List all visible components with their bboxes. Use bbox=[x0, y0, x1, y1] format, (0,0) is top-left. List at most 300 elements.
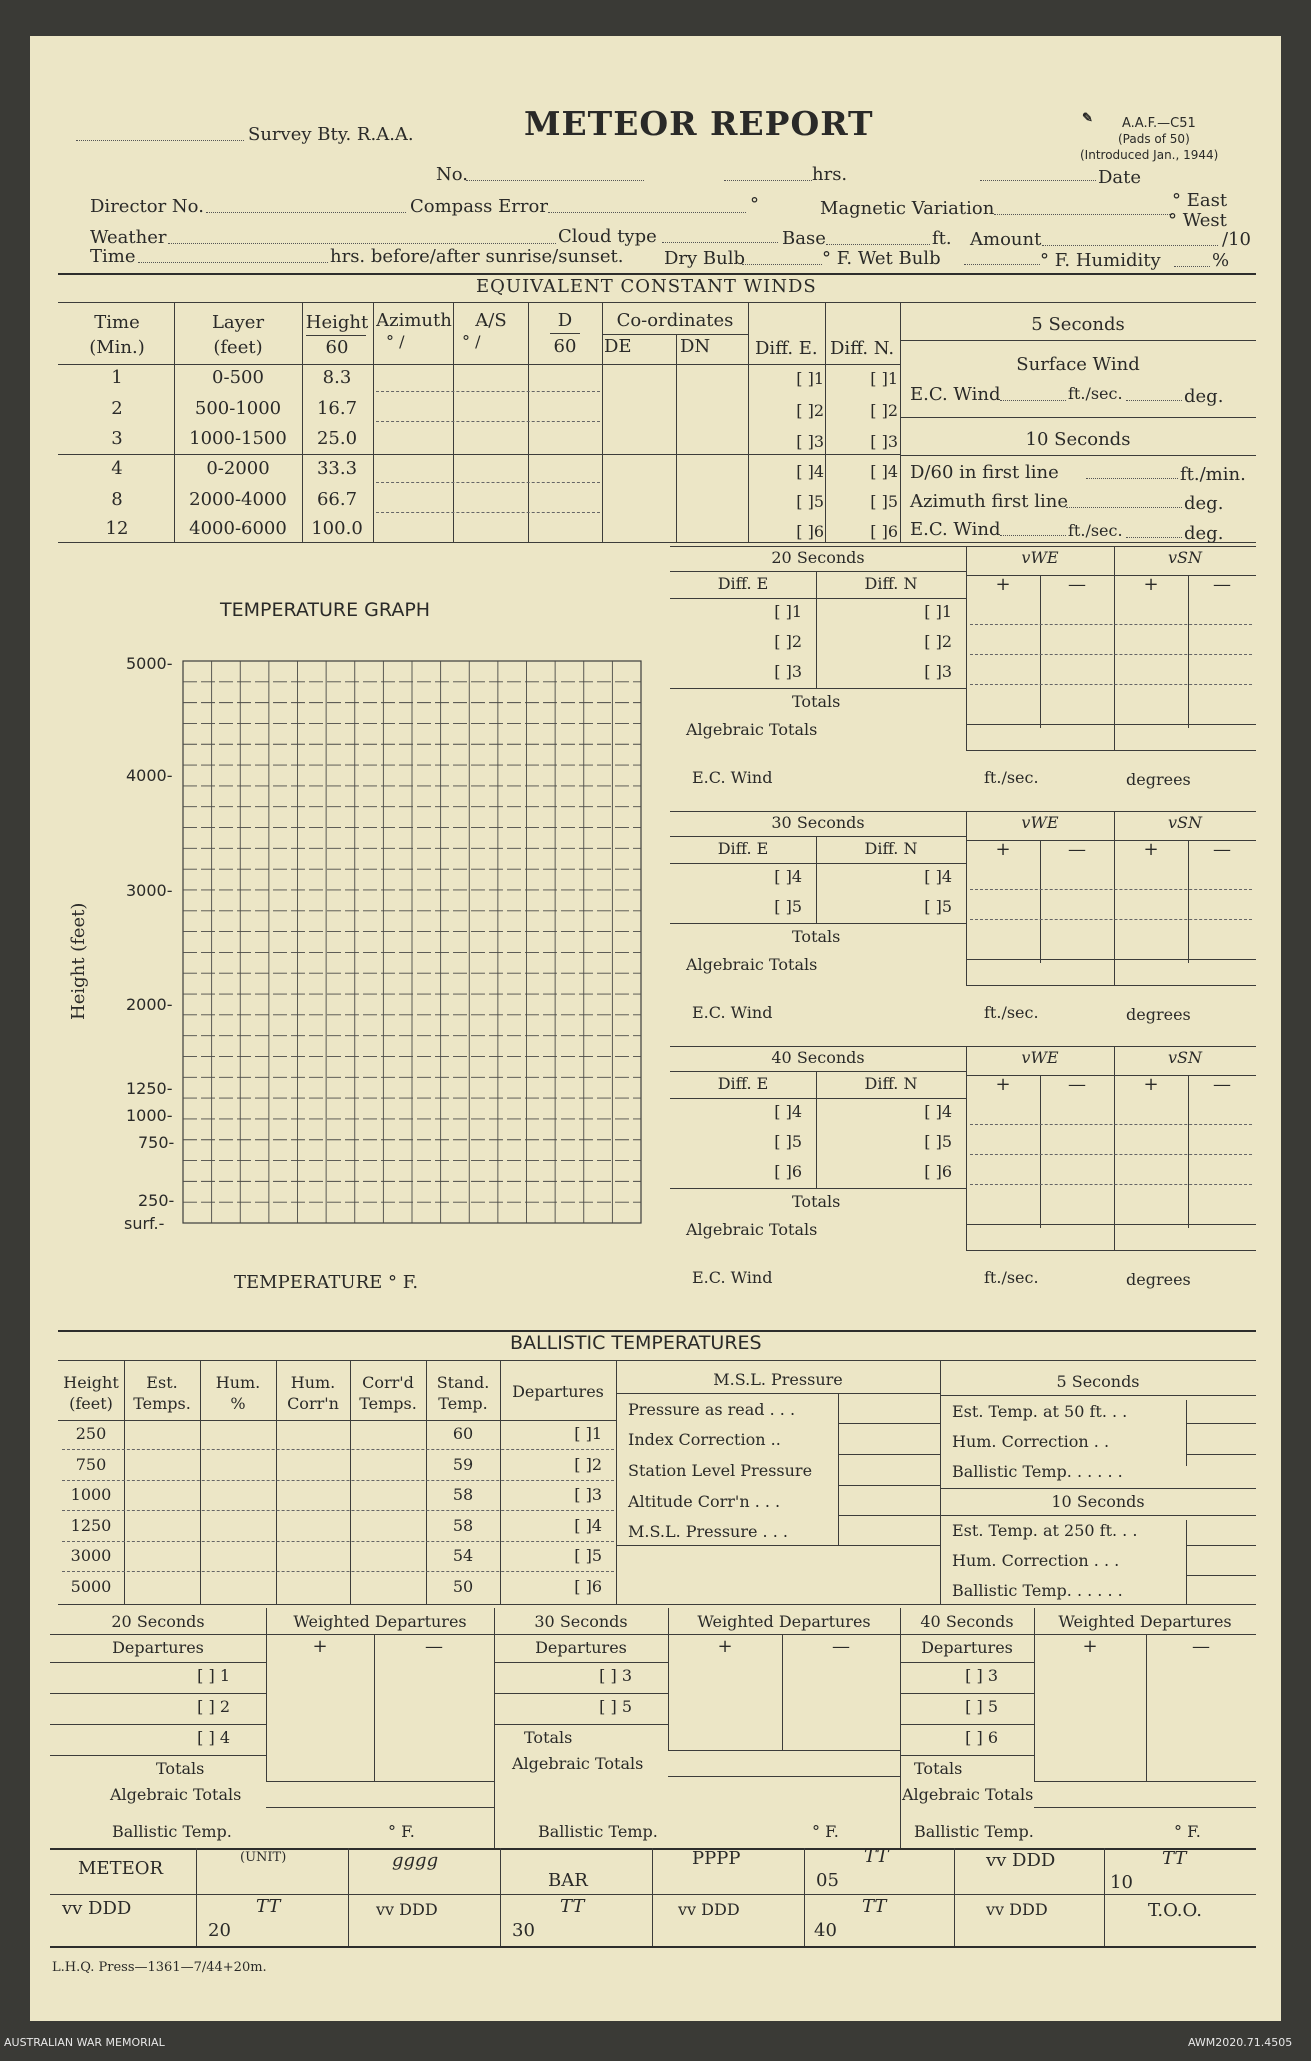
meteor-tt-1: TT bbox=[256, 1896, 281, 1917]
no-blank bbox=[466, 180, 644, 181]
meteor-tt-2: TT bbox=[1162, 1848, 1187, 1869]
wd-head-rule bbox=[50, 1662, 266, 1663]
ecw-vline bbox=[676, 334, 677, 542]
d60-first-label: D/60 in first line bbox=[910, 462, 1059, 483]
graph-tick: 2000- bbox=[126, 995, 173, 1014]
panel-v-totals-rule bbox=[966, 959, 1256, 960]
meteor-vline bbox=[196, 1848, 197, 1946]
wd-row: [ ] 6 bbox=[965, 1728, 998, 1747]
bt-col-departures: Departures bbox=[512, 1382, 604, 1401]
bt-ten-vline bbox=[1186, 1520, 1187, 1604]
bt-departure: [ ]6 bbox=[574, 1576, 602, 1596]
wd-row: [ ] 3 bbox=[965, 1666, 998, 1685]
ecw-dash bbox=[376, 482, 600, 483]
meteor-vline bbox=[804, 1848, 805, 1946]
cloud-type-label: Cloud type bbox=[558, 226, 657, 247]
form-code: A.A.F.—C51 bbox=[1122, 116, 1196, 131]
meteor-05: 05 bbox=[816, 1870, 839, 1891]
panel-diff-n: Diff. N bbox=[864, 574, 918, 593]
east-label: ° East bbox=[1172, 190, 1228, 211]
bt-five-cell bbox=[1186, 1423, 1256, 1424]
director-no-blank bbox=[206, 212, 406, 213]
wd-row-rule bbox=[900, 1693, 1034, 1694]
panel-diff-e-cell: [ ]3 bbox=[774, 662, 802, 681]
meteor-10: 10 bbox=[1110, 1872, 1133, 1893]
meteor-tt-3: TT bbox=[560, 1896, 585, 1917]
wd-totals: Totals bbox=[524, 1728, 573, 1747]
wd-row: [ ] 1 bbox=[197, 1666, 230, 1685]
panel-ec-wind: E.C. Wind bbox=[692, 768, 773, 787]
survey-blank bbox=[76, 140, 244, 141]
col-de: DE bbox=[604, 336, 632, 357]
meteor-40: 40 bbox=[814, 1920, 837, 1941]
panel-vsn: vSN bbox=[1168, 1048, 1202, 1067]
meteor-pppp: PPPP bbox=[692, 1848, 741, 1869]
ecw-vline bbox=[453, 302, 454, 542]
msl-cell-rule bbox=[838, 1485, 940, 1486]
meteor-vvddd-1: vv DDD bbox=[62, 1898, 132, 1919]
wd-totals-rule bbox=[668, 1750, 900, 1751]
panel-rule-top bbox=[670, 546, 1256, 547]
panel-degrees: degrees bbox=[1126, 1005, 1191, 1024]
ecw-time: 4 bbox=[111, 458, 123, 479]
meteor-bar: BAR bbox=[548, 1870, 588, 1891]
wd-alg-totals: Algebraic Totals bbox=[902, 1785, 1034, 1804]
percent-label: % bbox=[1212, 250, 1230, 271]
col-dn: DN bbox=[680, 336, 711, 357]
panel-minus: — bbox=[1213, 839, 1231, 860]
cloud-type-blank bbox=[662, 242, 778, 243]
bt-col-height-units: (feet) bbox=[69, 1394, 113, 1413]
graph-tick: 750- bbox=[138, 1133, 175, 1152]
graph-tick: 4000- bbox=[126, 766, 173, 785]
panel-rule-top bbox=[670, 811, 1256, 812]
panel-diff-e-cell: [ ]2 bbox=[774, 632, 802, 651]
panel-diff-e: Diff. E bbox=[717, 839, 769, 858]
date-blank bbox=[980, 180, 1096, 181]
ecw-dash bbox=[376, 391, 600, 392]
bt-height: 250 bbox=[75, 1424, 107, 1443]
wd-minus: — bbox=[425, 1636, 443, 1657]
meteor-20: 20 bbox=[208, 1920, 231, 1941]
temperature-graph-grid bbox=[182, 660, 646, 1230]
panel-vline bbox=[1188, 1075, 1189, 1228]
humidity-blank bbox=[1174, 266, 1210, 267]
panel-diff-n-cell: [ ]5 bbox=[924, 897, 952, 916]
panel-body-rule bbox=[670, 688, 966, 689]
panel-diff-n: Diff. N bbox=[864, 839, 918, 858]
col-layer: Layer bbox=[211, 312, 265, 333]
panel-v-dash bbox=[970, 654, 1252, 655]
wd-weighted-title: Weighted Departures bbox=[697, 1612, 871, 1631]
ec-wind-blank-2 bbox=[1000, 535, 1066, 536]
f-humidity-label: ° F. Humidity bbox=[1040, 250, 1161, 271]
panel-v-totals-rule bbox=[966, 1224, 1256, 1225]
wd-ball-temp: Ballistic Temp. bbox=[112, 1822, 232, 1841]
amount-label: Amount bbox=[970, 229, 1042, 250]
ecw-layer: 0-2000 bbox=[206, 458, 270, 479]
bt-departure: [ ]4 bbox=[574, 1515, 602, 1535]
col-layer-units: (feet) bbox=[213, 337, 263, 358]
panel-v-dash bbox=[970, 919, 1252, 920]
bt-vline bbox=[124, 1360, 125, 1604]
wd-row-rule bbox=[50, 1755, 266, 1756]
graph-tick: 1250- bbox=[126, 1079, 173, 1098]
bt-dash bbox=[62, 1449, 614, 1450]
panel-diff-n-cell: [ ]5 bbox=[924, 1132, 952, 1151]
deg-label-2: deg. bbox=[1184, 493, 1224, 514]
panel-head-rule bbox=[670, 598, 966, 599]
ecw-layer: 500-1000 bbox=[194, 398, 282, 419]
panel-diff-e-cell: [ ]5 bbox=[774, 897, 802, 916]
panel-plus: + bbox=[1143, 574, 1159, 595]
panel-plus: + bbox=[1143, 839, 1159, 860]
bt-dash bbox=[62, 1510, 614, 1511]
wd-departures: Departures bbox=[535, 1638, 627, 1657]
ecw-height: 16.7 bbox=[316, 398, 358, 419]
meteor-rule-mid bbox=[50, 1894, 1256, 1895]
form-introduced: (Introduced Jan., 1944) bbox=[1080, 148, 1219, 162]
bt-col-est: Est. bbox=[146, 1373, 178, 1392]
ecw-diff-n: [ ]3 bbox=[870, 432, 898, 451]
panel-vsn: vSN bbox=[1168, 813, 1202, 832]
ec-deg-blank-2 bbox=[1126, 537, 1182, 538]
bt-height: 750 bbox=[75, 1454, 107, 1474]
panel-minus: — bbox=[1068, 1074, 1086, 1095]
footer-credit: AUSTRALIAN WAR MEMORIAL bbox=[4, 2036, 165, 2049]
ecw-vline bbox=[528, 302, 529, 542]
meteor-vvddd-3: vv DDD bbox=[678, 1900, 740, 1919]
ecw-diff-n: [ ]5 bbox=[870, 492, 898, 511]
panel-diff-n-cell: [ ]1 bbox=[924, 602, 952, 621]
panel-v-dash bbox=[970, 889, 1252, 890]
ecw-dash bbox=[376, 512, 600, 513]
ten-sec-title: 10 Seconds bbox=[1025, 429, 1131, 450]
bt-height: 1250 bbox=[70, 1515, 112, 1535]
col-time: Time bbox=[94, 312, 140, 333]
msl-row: Index Correction .. bbox=[628, 1430, 781, 1449]
bt-dash bbox=[62, 1571, 614, 1572]
panel-title-rule bbox=[670, 836, 966, 837]
ecw-title: EQUIVALENT CONSTANT WINDS bbox=[476, 276, 817, 297]
ecw-rule-top bbox=[58, 302, 1256, 303]
ecw-layer: 4000-6000 bbox=[189, 518, 287, 539]
meteor-vline bbox=[348, 1848, 349, 1946]
time-label: Time bbox=[90, 246, 136, 267]
panel-minus: — bbox=[1068, 574, 1086, 595]
wd-head-rule bbox=[494, 1662, 668, 1663]
ecw-height: 8.3 bbox=[322, 367, 352, 388]
panel-v-bottom bbox=[966, 750, 1256, 751]
wd-row-rule bbox=[494, 1693, 668, 1694]
bt-dash bbox=[62, 1541, 614, 1542]
ecw-diff-n: [ ]1 bbox=[870, 369, 898, 388]
five-sec-rule bbox=[900, 340, 1256, 341]
graph-tick: 1000- bbox=[126, 1106, 173, 1125]
col-azimuth: Azimuth bbox=[376, 310, 452, 331]
wd-plus: + bbox=[312, 1636, 328, 1657]
d60-blank bbox=[1086, 478, 1178, 479]
wd-title-rule bbox=[50, 1634, 494, 1635]
panel-diff-n-cell: [ ]4 bbox=[924, 867, 952, 886]
wd-title: 40 Seconds bbox=[920, 1612, 1014, 1631]
meteor-vline bbox=[954, 1848, 955, 1946]
panel-diff-e-cell: [ ]6 bbox=[774, 1162, 802, 1181]
f-wet-bulb-label: ° F. Wet Bulb bbox=[822, 248, 941, 269]
col-height: Height bbox=[305, 312, 369, 333]
azimuth-first-label: Azimuth first line bbox=[910, 491, 1069, 512]
wd-alg-totals: Algebraic Totals bbox=[512, 1754, 644, 1773]
bt-vline bbox=[616, 1360, 617, 1604]
bt-five-vline bbox=[1186, 1400, 1187, 1466]
panel-v-dash bbox=[970, 1184, 1252, 1185]
wd-row-rule bbox=[900, 1724, 1034, 1725]
press-imprint: L.H.Q. Press—1361—7/44+20m. bbox=[52, 1960, 267, 1975]
col-azimuth-units: ° / bbox=[386, 332, 405, 351]
ecw-vline bbox=[602, 302, 603, 542]
wd-f: ° F. bbox=[388, 1822, 415, 1841]
ec-deg-blank bbox=[1126, 400, 1182, 401]
panel-vline bbox=[1040, 575, 1041, 728]
msl-row: M.S.L. Pressure . . . bbox=[628, 1522, 788, 1541]
bt-height: 3000 bbox=[70, 1546, 112, 1565]
wd-totals-rule bbox=[1034, 1781, 1256, 1782]
panel-vsn: vSN bbox=[1168, 548, 1202, 567]
compass-error-label: Compass Error bbox=[410, 196, 548, 217]
five-sec-title: 5 Seconds bbox=[1031, 314, 1125, 335]
bt-col-humcorr: Hum. bbox=[290, 1373, 336, 1392]
bt-stand: 60 bbox=[452, 1424, 474, 1443]
panel-minus: — bbox=[1068, 839, 1086, 860]
graph-tick: surf.- bbox=[124, 1214, 165, 1233]
wd-row: [ ] 5 bbox=[965, 1697, 998, 1716]
wd-totals: Totals bbox=[914, 1759, 963, 1778]
bt-ten-cell bbox=[1186, 1575, 1256, 1576]
bt-vline bbox=[426, 1360, 427, 1604]
panel-vline bbox=[816, 571, 817, 688]
wd-ball-temp: Ballistic Temp. bbox=[538, 1822, 658, 1841]
panel-alg-totals: Algebraic Totals bbox=[686, 720, 818, 739]
meteor-vvddd-4: vv DDD bbox=[986, 1900, 1048, 1919]
panel-minus: — bbox=[1213, 574, 1231, 595]
ballistic-rule bbox=[58, 1360, 1256, 1361]
bt-col-stand: Stand. bbox=[436, 1373, 490, 1392]
panel-diff-n-cell: [ ]3 bbox=[924, 662, 952, 681]
wd-minus: — bbox=[1192, 1636, 1210, 1657]
graph-tick: 5000- bbox=[126, 654, 173, 673]
wd-totals-rule bbox=[266, 1781, 494, 1782]
base-label: Base bbox=[782, 228, 826, 249]
bt-col-hum-units: % bbox=[230, 1394, 246, 1413]
panel-diff-e: Diff. E bbox=[717, 1074, 769, 1093]
col-height-denom: 60 bbox=[325, 337, 349, 358]
wet-bulb-blank bbox=[964, 264, 1040, 265]
bt-ten-sec: 10 Seconds bbox=[1051, 1492, 1145, 1511]
bt-departure: [ ]5 bbox=[574, 1546, 602, 1565]
bt-est250: Est. Temp. at 250 ft. . . bbox=[952, 1521, 1138, 1540]
panel-vline bbox=[1188, 575, 1189, 728]
bt-ball-temp: Ballistic Temp. . . . . . bbox=[952, 1462, 1123, 1481]
col-height-divider bbox=[306, 335, 366, 336]
msl-row: Station Level Pressure bbox=[628, 1461, 813, 1480]
bt-stand: 54 bbox=[452, 1546, 474, 1565]
bt-vline bbox=[350, 1360, 351, 1604]
panel-diff-e-cell: [ ]1 bbox=[774, 602, 802, 621]
footer-id: AWM2020.71.4505 bbox=[1188, 2036, 1293, 2049]
panel-rule-top bbox=[670, 1046, 1256, 1047]
panel-title-rule bbox=[670, 1071, 966, 1072]
ecw-height: 33.3 bbox=[316, 458, 358, 479]
wd-departures: Departures bbox=[112, 1638, 204, 1657]
meteor-tt-4: TT bbox=[862, 1896, 887, 1917]
wd-head-rule bbox=[900, 1662, 1034, 1663]
msl-title: M.S.L. Pressure bbox=[713, 1370, 843, 1389]
hrs-before-label: hrs. before/after sunrise/sunset. bbox=[330, 246, 624, 267]
ft-sec-label: ft./sec. bbox=[1068, 384, 1123, 403]
panel-head-rule bbox=[670, 1098, 966, 1099]
panel-diff-e-cell: [ ]4 bbox=[774, 1102, 802, 1121]
panel-vline bbox=[816, 836, 817, 923]
tenths-label: /10 bbox=[1222, 229, 1251, 250]
msl-cell-rule bbox=[838, 1515, 940, 1516]
azimuth-blank bbox=[1066, 507, 1182, 508]
ecw-time: 3 bbox=[111, 428, 123, 449]
meteor-vline bbox=[652, 1848, 653, 1946]
meteor-unit: (UNIT) bbox=[240, 1850, 287, 1865]
ecw-diff-e: [ ]5 bbox=[796, 492, 824, 511]
bt-stand: 50 bbox=[452, 1576, 474, 1596]
bt-five-cell bbox=[1186, 1454, 1256, 1455]
ecw-header-rule bbox=[58, 364, 900, 365]
bt-vline bbox=[940, 1360, 941, 1604]
wd-row-rule bbox=[50, 1693, 266, 1694]
col-d-denom: 60 bbox=[553, 336, 577, 357]
panel-vline bbox=[816, 1071, 817, 1188]
panel-diff-e-cell: [ ]5 bbox=[774, 1132, 802, 1151]
weather-label: Weather bbox=[90, 227, 167, 248]
coord-rule bbox=[602, 334, 748, 335]
five-sec-bottom bbox=[900, 417, 1256, 418]
ec-wind-label: E.C. Wind bbox=[910, 384, 1001, 405]
msl-cell-rule bbox=[838, 1454, 940, 1455]
wd-totals: Totals bbox=[156, 1759, 205, 1778]
bt-departure: [ ]1 bbox=[574, 1424, 602, 1443]
panel-vline bbox=[1040, 1075, 1041, 1228]
wd-plus: + bbox=[717, 1636, 733, 1657]
deg-label-3: deg. bbox=[1184, 523, 1224, 544]
ecw-time: 8 bbox=[111, 489, 123, 510]
ecw-vline bbox=[748, 302, 749, 542]
no-label: No. bbox=[436, 164, 468, 185]
form-pads: (Pads of 50) bbox=[1118, 132, 1190, 146]
bt-ten-rule-top bbox=[940, 1488, 1256, 1489]
wd-f: ° F. bbox=[1174, 1822, 1201, 1841]
weather-blank bbox=[168, 243, 556, 244]
ecw-diff-e: [ ]1 bbox=[796, 369, 824, 388]
panel-degrees: degrees bbox=[1126, 1270, 1191, 1289]
panel-totals: Totals bbox=[792, 1192, 841, 1211]
form-mark: ✎ bbox=[1082, 111, 1093, 126]
ten-sec-rule bbox=[900, 455, 1256, 456]
wd-ball-temp: Ballistic Temp. bbox=[914, 1822, 1034, 1841]
panel-plus: + bbox=[995, 839, 1011, 860]
wd-title: 20 Seconds bbox=[111, 1612, 205, 1631]
ecw-time: 12 bbox=[105, 518, 129, 539]
bt-departure: [ ]3 bbox=[574, 1485, 602, 1504]
panel-totals: Totals bbox=[792, 692, 841, 711]
bt-ten-rule bbox=[940, 1515, 1256, 1516]
msl-bottom bbox=[616, 1545, 940, 1546]
dry-bulb-blank bbox=[742, 264, 822, 265]
wd-row-rule bbox=[900, 1755, 1034, 1756]
ec-wind-label-2: E.C. Wind bbox=[910, 519, 1001, 540]
msl-row: Altitude Corr'n . . . bbox=[628, 1492, 781, 1511]
meteor-vvddd-2: vv DDD bbox=[376, 1900, 438, 1919]
panel-title: 30 Seconds bbox=[771, 813, 865, 832]
panel-body-rule bbox=[670, 1188, 966, 1189]
panel-vwe: vWE bbox=[1021, 548, 1059, 567]
panel-ft-sec: ft./sec. bbox=[984, 1003, 1039, 1022]
amount-blank bbox=[1042, 245, 1218, 246]
deg-label: deg. bbox=[1184, 386, 1224, 407]
bt-dash bbox=[62, 1480, 614, 1481]
panel-diff-n-cell: [ ]2 bbox=[924, 632, 952, 651]
ecw-layer: 2000-4000 bbox=[189, 489, 287, 510]
msl-cell-rule bbox=[838, 1423, 940, 1424]
bt-vline bbox=[276, 1360, 277, 1604]
wd-row: [ ] 5 bbox=[599, 1697, 632, 1716]
ec-wind-blank bbox=[1000, 400, 1066, 401]
col-coordinates: Co-ordinates bbox=[616, 310, 734, 331]
wd-alg-rule bbox=[266, 1807, 494, 1808]
ecw-diff-e: [ ]4 bbox=[796, 462, 824, 481]
col-d: D bbox=[557, 310, 573, 331]
graph-ylabel: Height (feet) bbox=[68, 902, 89, 1020]
ecw-height: 66.7 bbox=[316, 489, 358, 510]
msl-row: Pressure as read . . . bbox=[628, 1400, 796, 1419]
panel-ft-sec: ft./sec. bbox=[984, 768, 1039, 787]
panel-totals: Totals bbox=[792, 927, 841, 946]
panel-diff-n: Diff. N bbox=[864, 1074, 918, 1093]
bt-vline bbox=[200, 1360, 201, 1604]
panel-v-bottom bbox=[966, 985, 1256, 986]
panel-alg-totals: Algebraic Totals bbox=[686, 1220, 818, 1239]
ft-label: ft. bbox=[932, 228, 952, 249]
wd-alg-rule bbox=[1034, 1807, 1256, 1808]
ft-min-label: ft./min. bbox=[1180, 464, 1246, 485]
date-label: Date bbox=[1098, 167, 1142, 188]
panel-diff-n-cell: [ ]4 bbox=[924, 1102, 952, 1121]
graph-title: TEMPERATURE GRAPH bbox=[220, 599, 431, 621]
bt-ten-cell bbox=[1186, 1545, 1256, 1546]
bt-vline bbox=[500, 1360, 501, 1604]
panel-diff-e-cell: [ ]4 bbox=[774, 867, 802, 886]
magnetic-variation-label: Magnetic Variation bbox=[820, 198, 995, 219]
panel-ec-wind: E.C. Wind bbox=[692, 1268, 773, 1287]
magnetic-variation-blank bbox=[994, 214, 1172, 215]
col-d-divider bbox=[550, 333, 580, 334]
wd-title-rule bbox=[494, 1634, 900, 1635]
director-no-label: Director No. bbox=[90, 196, 204, 217]
wd-alg-rule bbox=[668, 1776, 900, 1777]
panel-vwe: vWE bbox=[1021, 813, 1059, 832]
bt-col-est-units: Temps. bbox=[133, 1394, 191, 1413]
west-label: ° West bbox=[1168, 210, 1227, 231]
time-blank bbox=[138, 262, 328, 263]
ecw-diff-n: [ ]6 bbox=[870, 522, 898, 541]
dry-bulb-label: Dry Bulb bbox=[664, 248, 746, 269]
wd-alg-totals: Algebraic Totals bbox=[110, 1785, 242, 1804]
